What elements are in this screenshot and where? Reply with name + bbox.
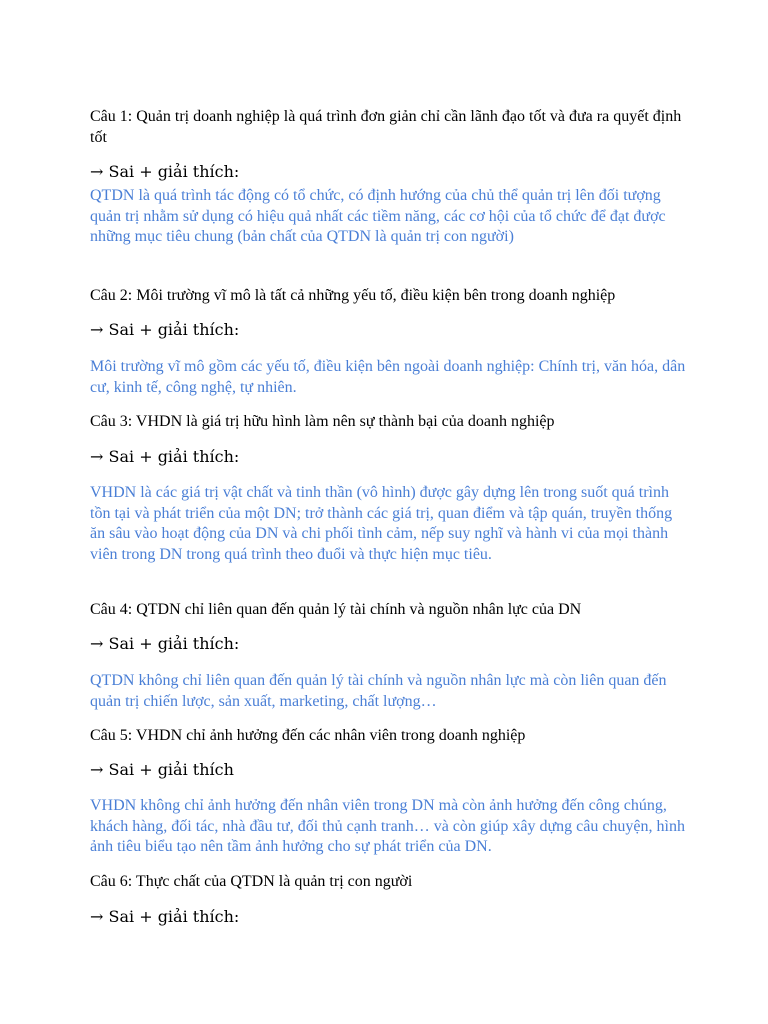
answer-2: → Sai + giải thích: [90,320,240,339]
answer-1: → Sai + giải thích: [90,162,240,181]
question-6: Câu 6: Thực chất của QTDN là quản trị con người [90,873,413,890]
explanation-3: VHDN là các giá trị vật chất và tinh thần (vô hình) được gây dựng lên trong suốt quá trình tồn tại và phát triển của một DN; trở thành các giá trị, quan điểm và tập quán, truyền thống ăn sâu vào hoạt động của DN và chi phối tình cảm, nếp suy nghĩ và hành vi của mọi thành viên trong DN trong quá trình theo đuổi và thực hiện mục tiêu. [90,484,673,563]
explanation-4: QTDN không chỉ liên quan đến quản lý tài chính và nguồn nhân lực mà còn liên quan đến quản trị chiến lược, sản xuất, marketing, chất lượng… [90,672,667,710]
answer-4: → Sai + giải thích: [90,634,240,653]
question-3: Câu 3: VHDN là giá trị hữu hình làm nên sự thành bại của doanh nghiệp [90,413,555,430]
answer-6: → Sai + giải thích: [90,907,240,926]
explanation-1: QTDN là quá trình tác động có tổ chức, có định hướng của chủ thể quản trị lên đối tượng quản trị nhằm sử dụng có hiệu quả nhất các tiềm năng, các cơ hội của tổ chức để đạt được những mục tiêu chung (bản chất của QTDN là quản trị con người) [90,187,666,246]
question-4: Câu 4: QTDN chỉ liên quan đến quản lý tài chính và nguồn nhân lực của DN [90,601,582,618]
question-2: Câu 2: Môi trường vĩ mô là tất cả những yếu tố, điều kiện bên trong doanh nghiệp [90,287,616,304]
question-1: Câu 1: Quản trị doanh nghiệp là quá trình đơn giản chỉ cần lãnh đạo tốt và đưa ra quyết định tốt [90,108,682,146]
explanation-5: VHDN không chỉ ảnh hưởng đến nhân viên trong DN mà còn ảnh hưởng đến công chúng, khách hàng, đối tác, nhà đầu tư, đối thủ cạnh tranh… và còn giúp xây dựng câu chuyện, hình ảnh tiêu biểu tạo nên tầm ảnh hưởng cho sự phát triển của DN. [90,797,685,856]
question-5: Câu 5: VHDN chỉ ảnh hưởng đến các nhân viên trong doanh nghiệp [90,727,526,744]
answer-5: → Sai + giải thích [90,760,234,779]
answer-3: → Sai + giải thích: [90,447,240,466]
explanation-2: Môi trường vĩ mô gồm các yếu tố, điều kiện bên ngoài doanh nghiệp: Chính trị, văn hóa, dân cư, kinh tế, công nghệ, tự nhiên. [90,358,686,396]
